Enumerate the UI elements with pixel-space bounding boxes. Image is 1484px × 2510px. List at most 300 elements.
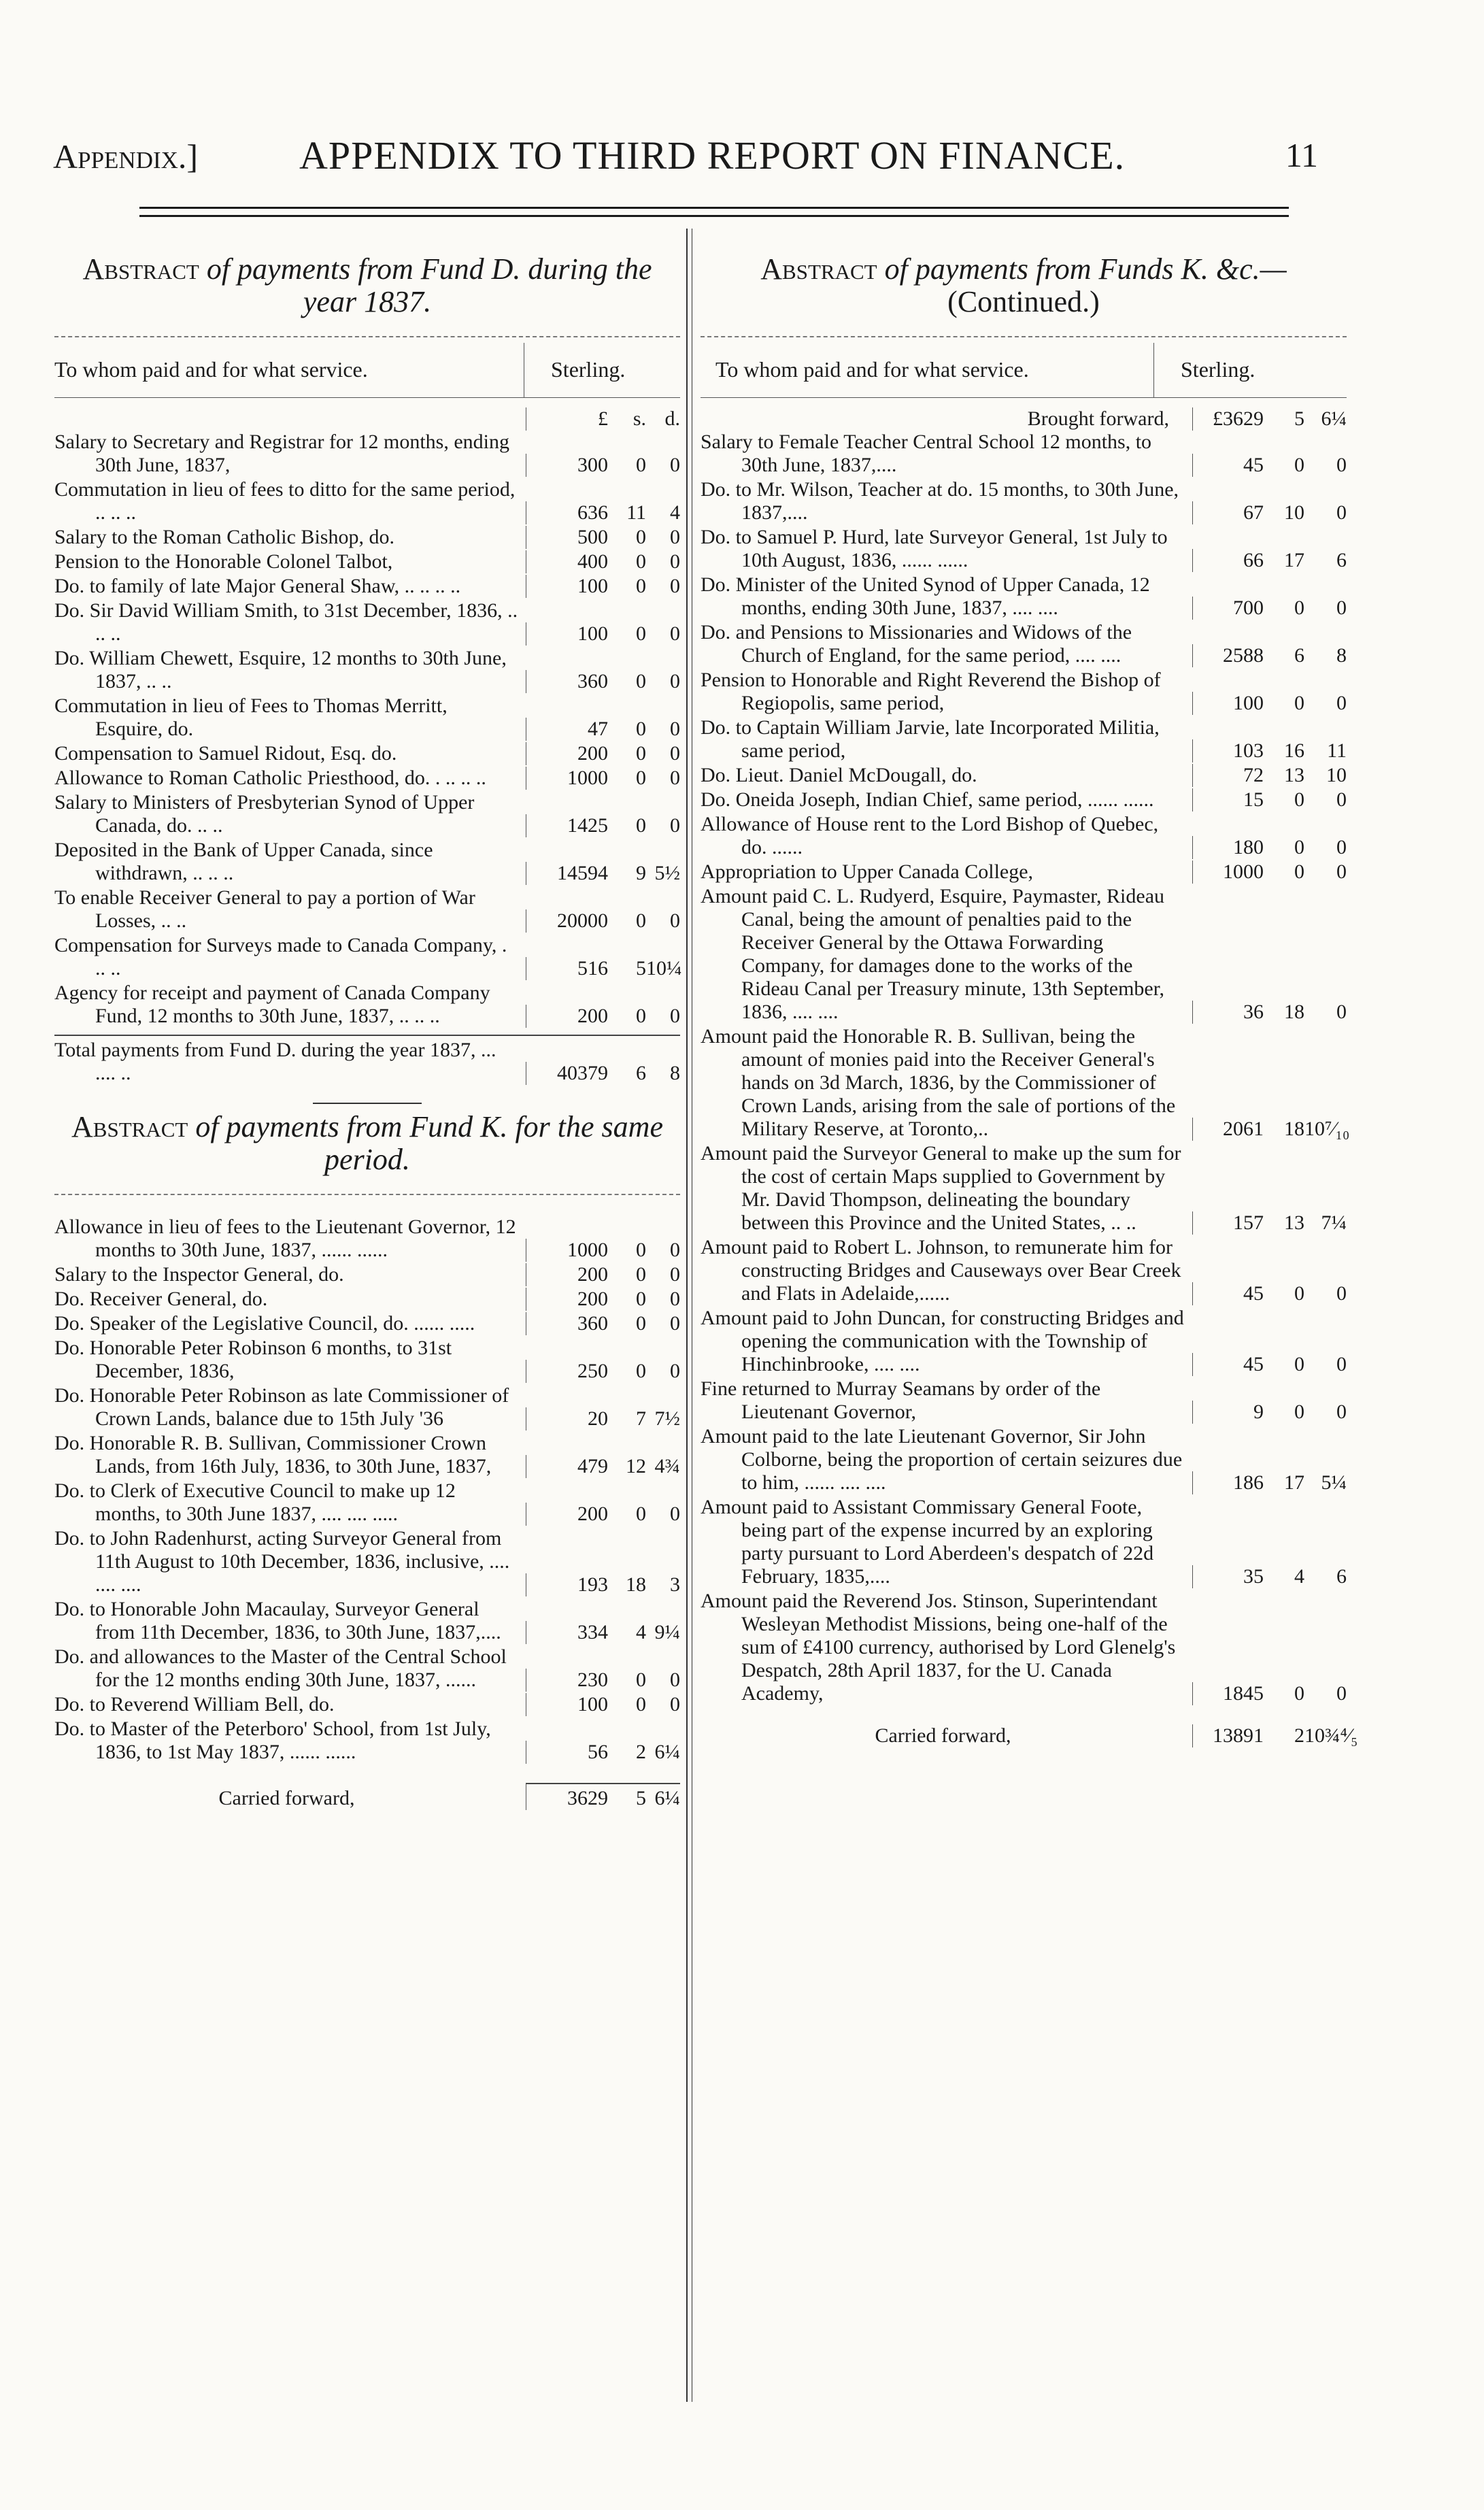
amount-pounds: 360 xyxy=(577,1312,608,1335)
payment-description: Do. to Reverend William Bell, do. xyxy=(54,1693,335,1716)
amount-pence: 0 xyxy=(1336,1682,1347,1705)
table-row xyxy=(701,1377,1347,1424)
amount-pence: 10 xyxy=(1326,764,1347,786)
payment-description: Fine returned to Murray Seamans by order of the Lieutenant Governor, xyxy=(701,1377,1101,1423)
payment-amount xyxy=(526,1005,680,1028)
payment-amount xyxy=(526,742,680,765)
table-row xyxy=(54,791,680,837)
fund-k-rows xyxy=(54,1216,680,1764)
amount-pence: 0 xyxy=(1336,597,1347,619)
table-row xyxy=(54,1432,680,1478)
payment-description: Do. William Chewett, Esquire, 12 months to 30th June, 1837, .. .. xyxy=(54,647,507,692)
amount-pence: 0 xyxy=(670,767,680,789)
table-row xyxy=(701,764,1347,787)
table-row xyxy=(54,1598,680,1644)
amount-shillings: 0 xyxy=(1294,836,1304,858)
payment-description: Pension to the Honorable Colonel Talbot, xyxy=(54,550,393,573)
appendix-label: Appendix.] xyxy=(53,137,199,175)
payment-amount xyxy=(526,957,680,980)
amount-pounds: 157 xyxy=(1233,1211,1264,1234)
funds-k-continued-title xyxy=(701,253,1347,318)
amount-pounds: 3629 xyxy=(567,1787,608,1809)
amount-pence: 4 xyxy=(670,501,680,524)
amount-shillings: 5 xyxy=(636,1787,646,1809)
payment-amount xyxy=(1192,860,1347,884)
amount-pence: 7¼ xyxy=(1321,1211,1347,1234)
table-row xyxy=(701,788,1347,811)
dashed-rule xyxy=(54,336,680,337)
amount-pounds: 200 xyxy=(577,742,608,765)
amount-shillings: 18 xyxy=(1284,1001,1304,1023)
amount-pence: 0 xyxy=(670,454,680,476)
table-row xyxy=(701,526,1347,572)
payment-description: Amount paid to Robert L. Johnson, to remunerate him for constructing Bridges and Causeways over Bear Creek and Flats in Adelaide,...... xyxy=(701,1236,1181,1305)
amount-pounds: 334 xyxy=(577,1621,608,1643)
amount-pounds: 2061 xyxy=(1223,1118,1264,1140)
amount-shillings: 18 xyxy=(626,1573,646,1596)
amount-pence: 6¼ xyxy=(654,1741,680,1763)
amount-pence: 0 xyxy=(670,670,680,692)
payment-description: Do. Oneida Joseph, Indian Chief, same period, ...... ...... xyxy=(701,788,1154,811)
payment-amount xyxy=(1192,597,1347,620)
table-row xyxy=(54,982,680,1028)
amount-shillings: 0 xyxy=(636,1693,646,1716)
amount-pounds: 100 xyxy=(577,1693,608,1716)
amount-pence: 0 xyxy=(1336,1282,1347,1305)
payment-amount xyxy=(1192,1118,1350,1141)
amount-pence: 6¼ xyxy=(1321,407,1347,430)
amount-shillings: 0 xyxy=(636,550,646,573)
right-title-text: of payments from Funds K. &c.— xyxy=(884,252,1287,286)
amount-pounds: 45 xyxy=(1243,1282,1264,1305)
amount-shillings: 0 xyxy=(636,526,646,548)
left-column xyxy=(54,253,680,1810)
payment-amount xyxy=(526,575,680,598)
amount-pounds: 479 xyxy=(577,1455,608,1477)
amount-shillings: 0 xyxy=(636,1312,646,1335)
fund-d-rows xyxy=(54,431,680,1028)
amount-pounds: 500 xyxy=(577,526,608,548)
payment-description: Do. Lieut. Daniel McDougall, do. xyxy=(701,764,977,786)
table-row xyxy=(54,1312,680,1335)
amount-pounds: 250 xyxy=(577,1360,608,1382)
amount-shillings: 4 xyxy=(636,1621,646,1643)
amount-pounds: 66 xyxy=(1243,549,1264,571)
fund-d-total-row xyxy=(54,1035,680,1085)
right-column xyxy=(701,252,1358,1747)
amount-shillings: 0 xyxy=(1294,1401,1304,1423)
amount-pounds: 193 xyxy=(577,1573,608,1596)
amount-shillings: 16 xyxy=(1284,739,1304,762)
amount-pounds: 103 xyxy=(1233,739,1264,762)
payment-description: Salary to Secretary and Registrar for 12 months, ending 30th June, 1837, xyxy=(54,431,509,476)
payment-description: Salary to the Roman Catholic Bishop, do. xyxy=(54,526,394,548)
payment-amount xyxy=(1192,501,1347,524)
amount-pence: 3 xyxy=(670,1573,680,1596)
amount-shillings: 0 xyxy=(636,1239,646,1261)
amount-pounds: 360 xyxy=(577,670,608,692)
payment-description: Do. to Mr. Wilson, Teacher at do. 15 months, to 30th June, 1837,.... xyxy=(701,478,1179,524)
amount-shillings: 5 xyxy=(1294,407,1304,430)
payment-amount xyxy=(1192,1353,1347,1376)
header-rule-top xyxy=(139,207,1289,209)
amount-shillings: 0 xyxy=(636,575,646,597)
carried-label: Carried forward, xyxy=(875,1724,1011,1747)
amount-shillings: 0 xyxy=(1294,1353,1304,1375)
payment-description: Salary to the Inspector General, do. xyxy=(54,1263,344,1286)
payment-amount xyxy=(526,1407,680,1430)
payment-amount xyxy=(526,454,680,477)
carried-amount xyxy=(526,1783,680,1810)
amount-pounds: 516 xyxy=(577,957,608,980)
amount-pence: 0 xyxy=(670,1239,680,1261)
amount-shillings: 6 xyxy=(636,1062,646,1084)
amount-pounds: 200 xyxy=(577,1263,608,1286)
col-who-label: To whom paid and for what service. xyxy=(715,357,1029,382)
table-row xyxy=(701,431,1347,477)
fund-k-title-text: of payments from Fund K. for the same period. xyxy=(195,1110,663,1176)
amount-pence: 8 xyxy=(1336,644,1347,667)
amount-shillings: 0 xyxy=(1294,1282,1304,1305)
amount-pence: 0 xyxy=(670,1693,680,1716)
amount-pounds: 20 xyxy=(588,1407,608,1430)
col-sterling-label: Sterling. xyxy=(551,357,626,382)
amount-pence: 0 xyxy=(670,814,680,837)
payment-amount xyxy=(526,1288,680,1311)
amount-pence: 0 xyxy=(1336,1001,1347,1023)
amount-shillings: 0 xyxy=(636,670,646,692)
payment-description: To enable Receiver General to pay a portion of War Losses, .. .. xyxy=(54,886,475,932)
amount-shillings: 0 xyxy=(636,1360,646,1382)
payment-description: Do. Honorable R. B. Sullivan, Commissioner Crown Lands, from 16th July, 1836, to 30th June, 1837, xyxy=(54,1432,492,1477)
col-sterling-label: Sterling. xyxy=(1181,357,1255,382)
fund-k-title-lead: Abstract xyxy=(71,1110,188,1143)
table-row xyxy=(54,742,680,765)
page-title: APPENDIX TO THIRD REPORT ON FINANCE. xyxy=(299,133,1126,178)
right-title-lead: Abstract xyxy=(760,252,877,286)
amount-pence: 6 xyxy=(1336,1565,1347,1588)
amount-shillings: 7 xyxy=(636,1407,646,1430)
table-row xyxy=(701,1425,1347,1494)
right-title-continued: (Continued.) xyxy=(947,285,1100,318)
payment-amount xyxy=(526,814,680,837)
amount-pence: 0 xyxy=(670,1360,680,1382)
table-row xyxy=(701,1025,1350,1141)
amount-pounds: 45 xyxy=(1243,1353,1264,1375)
amount-pounds: 1425 xyxy=(567,814,608,837)
payment-amount xyxy=(526,718,680,741)
amount-shillings: 4 xyxy=(1294,1565,1304,1588)
payment-description: Do. Receiver General, do. xyxy=(54,1288,268,1310)
amount-shillings: 0 xyxy=(1294,788,1304,811)
payment-amount xyxy=(526,1741,680,1764)
brought-forward-row xyxy=(701,407,1347,431)
amount-pounds: 2588 xyxy=(1223,644,1264,667)
payment-amount xyxy=(1192,1401,1347,1424)
payment-description: Do. Honorable Peter Robinson 6 months, to 31st December, 1836, xyxy=(54,1337,452,1382)
brought-amount xyxy=(1192,407,1347,431)
amount-shillings: 0 xyxy=(1294,692,1304,714)
column-divider xyxy=(686,229,688,2402)
amount-shillings: 0 xyxy=(636,1503,646,1525)
amount-shillings: 18 xyxy=(1284,1118,1304,1140)
payment-description: Deposited in the Bank of Upper Canada, since withdrawn, .. .. .. xyxy=(54,839,433,884)
table-row xyxy=(701,1142,1347,1235)
payment-amount xyxy=(526,1312,680,1335)
amount-pence: 0 xyxy=(1336,692,1347,714)
amount-pence: 6¼ xyxy=(654,1787,680,1809)
amount-shillings: 0 xyxy=(636,909,646,932)
table-row xyxy=(54,1337,680,1383)
amount-pounds: £3629 xyxy=(1213,407,1264,430)
left-column-header xyxy=(54,343,680,398)
table-row xyxy=(701,621,1347,667)
table-row xyxy=(54,767,680,790)
fund-d-title-lead: Abstract xyxy=(82,252,199,286)
amount-pence: 0 xyxy=(670,1503,680,1525)
table-row xyxy=(701,813,1347,859)
payment-description: Allowance in lieu of fees to the Lieutenant Governor, 12 months to 30th June, 1837, ...... ...... xyxy=(54,1216,516,1261)
payment-amount xyxy=(526,767,680,790)
amount-shillings: 2 xyxy=(1294,1724,1304,1747)
carried-label: Carried forward, xyxy=(218,1787,355,1809)
payment-amount xyxy=(1192,454,1347,477)
table-row xyxy=(701,1236,1347,1305)
amount-pounds: 1000 xyxy=(1223,860,1264,883)
payment-description: Compensation for Surveys made to Canada Company, . .. .. xyxy=(54,934,507,980)
table-row xyxy=(54,575,680,598)
units-row xyxy=(54,407,680,431)
amount-pounds: 36 xyxy=(1243,1001,1264,1023)
right-rows xyxy=(701,431,1350,1705)
payment-description: Do. to John Radenhurst, acting Surveyor General from 11th August to 10th December, 1836, inclusive, .... .... .... xyxy=(54,1527,510,1596)
amount-pounds: 200 xyxy=(577,1005,608,1027)
table-row xyxy=(54,1527,680,1596)
amount-pence: 0 xyxy=(670,1312,680,1335)
payment-amount xyxy=(1192,1211,1347,1235)
payment-description: Do. to family of late Major General Shaw, .. .. .. .. xyxy=(54,575,461,597)
amount-shillings: 0 xyxy=(1294,597,1304,619)
amount-pounds: 35 xyxy=(1243,1565,1264,1588)
payment-description: Do. Sir David William Smith, to 31st December, 1836, .. .. .. xyxy=(54,599,518,645)
amount-pounds: 45 xyxy=(1243,454,1264,476)
payment-amount xyxy=(526,1669,680,1692)
amount-pence: 10¼ xyxy=(646,957,682,980)
table-row xyxy=(701,1307,1347,1376)
amount-pence: 8 xyxy=(670,1062,680,1084)
table-row xyxy=(54,1288,680,1311)
payment-amount xyxy=(526,1621,680,1644)
payment-description: Amount paid the Honorable R. B. Sullivan, being the amount of monies paid into the Receiver General's hands on 3d March, 1836, by the Commissioner of Crown Lands, arising from the sale of portions of the Military Reserve, at Toronto,.. xyxy=(701,1025,1176,1140)
amount-pence: 0 xyxy=(670,1263,680,1286)
amount-shillings: 0 xyxy=(636,718,646,740)
payment-amount xyxy=(526,1573,680,1596)
amount-pounds: 100 xyxy=(577,622,608,645)
payment-amount xyxy=(526,1693,680,1716)
right-carried-row xyxy=(701,1724,1358,1747)
payment-amount xyxy=(1192,764,1347,787)
amount-pounds: 20000 xyxy=(557,909,608,932)
payment-description: Compensation to Samuel Ridout, Esq. do. xyxy=(54,742,397,765)
amount-pounds: 400 xyxy=(577,550,608,573)
brought-label: Brought forward, xyxy=(1027,407,1169,430)
amount-shillings: 0 xyxy=(636,1005,646,1027)
amount-pounds: 300 xyxy=(577,454,608,476)
amount-pounds: 40379 xyxy=(557,1062,608,1084)
payment-description: Do. to Captain William Jarvie, late Incorporated Militia, same period, xyxy=(701,716,1160,762)
amount-shillings: 0 xyxy=(636,1669,646,1691)
payment-description: Do. and allowances to the Master of the Central School for the 12 months ending 30th June, 1837, ...... xyxy=(54,1645,507,1691)
payment-amount xyxy=(1192,692,1347,715)
table-row xyxy=(54,1263,680,1286)
payment-description: Pension to Honorable and Right Reverend the Bishop of Regiopolis, same period, xyxy=(701,669,1161,714)
amount-pence: 4¾ xyxy=(654,1455,680,1477)
total-label: Total payments from Fund D. during the year 1837, ... .... .. xyxy=(54,1039,496,1084)
payment-description: Allowance of House rent to the Lord Bishop of Quebec, do. ...... xyxy=(701,813,1159,858)
payment-description: Amount paid the Reverend Jos. Stinson, Superintendant Wesleyan Methodist Missions, being one-half of the sum of £4100 currency, authorised by Lord Glenelg's Despatch, 28th April 1837, for the U. Canada Academy, xyxy=(701,1590,1176,1705)
amount-pounds: 47 xyxy=(588,718,608,740)
amount-pounds: 1000 xyxy=(567,767,608,789)
amount-pounds: 9 xyxy=(1253,1401,1264,1423)
payment-amount xyxy=(1192,1282,1347,1305)
payment-description: Do. Honorable Peter Robinson as late Commissioner of Crown Lands, balance due to 15th July '36 xyxy=(54,1384,509,1430)
amount-shillings: 12 xyxy=(626,1455,646,1477)
payment-description: Amount paid C. L. Rudyerd, Esquire, Paymaster, Rideau Canal, being the amount of penalties paid to the Receiver General by the Ottawa Forwarding Company, for damages done to the works of the Rideau Canal per Treasury minute, 13th September, 1836, .... .... xyxy=(701,885,1165,1023)
amount-pounds: 180 xyxy=(1233,836,1264,858)
payment-amount xyxy=(1192,1565,1347,1588)
payment-description: Do. to Samuel P. Hurd, late Surveyor General, 1st July to 10th August, 1836, ...... ...... xyxy=(701,526,1168,571)
fund-d-title xyxy=(54,253,680,318)
page-number: 11 xyxy=(1285,136,1318,174)
payment-description: Salary to Female Teacher Central School 12 months, to 30th June, 1837,.... xyxy=(701,431,1152,476)
amount-pence: 0 xyxy=(670,1005,680,1027)
amount-shillings: 0 xyxy=(636,767,646,789)
amount-pence: 0 xyxy=(670,575,680,597)
payment-amount xyxy=(526,670,680,693)
total-amount xyxy=(526,1062,680,1085)
payment-amount xyxy=(526,1503,680,1526)
dashed-rule xyxy=(54,1194,680,1195)
amount-pounds: 14594 xyxy=(557,862,608,884)
amount-pounds: 700 xyxy=(1233,597,1264,619)
payment-description: Allowance to Roman Catholic Priesthood, do. . .. .. .. xyxy=(54,767,486,789)
header-rule-bottom xyxy=(139,215,1289,217)
payment-description: Do. Speaker of the Legislative Council, do. ...... ..... xyxy=(54,1312,475,1335)
amount-pence: 0 xyxy=(1336,836,1347,858)
payment-description: Commutation in lieu of fees to ditto for the same period, .. .. .. xyxy=(54,478,516,524)
amount-shillings: 0 xyxy=(636,1263,646,1286)
amount-pence: 10⁷⁄₁₀ xyxy=(1304,1118,1350,1140)
payment-description: Amount paid to the late Lieutenant Governor, Sir John Colborne, being the proportion of certain seizures due to him, ...... .... .... xyxy=(701,1425,1183,1494)
amount-shillings: 9 xyxy=(636,862,646,884)
payment-amount xyxy=(526,909,680,933)
payment-description: Amount paid the Surveyor General to make up the sum for the cost of certain Maps supplied to Government by Mr. David Thompson, delineating the boundary between this Province and the United States, .. .. xyxy=(701,1142,1181,1234)
right-column-header xyxy=(701,343,1347,398)
payment-amount xyxy=(1192,549,1347,572)
amount-pence: 0 xyxy=(670,526,680,548)
table-row xyxy=(54,647,680,693)
amount-shillings: 17 xyxy=(1284,549,1304,571)
payment-description: Agency for receipt and payment of Canada Company Fund, 12 months to 30th June, 1837, .. .. .. xyxy=(54,982,490,1027)
amount-pounds: 1845 xyxy=(1223,1682,1264,1705)
amount-pounds: £ xyxy=(598,407,608,430)
payment-amount xyxy=(1192,1001,1347,1024)
table-row xyxy=(54,1384,680,1430)
amount-pounds: 186 xyxy=(1233,1471,1264,1494)
amount-pence: 5¼ xyxy=(1321,1471,1347,1494)
table-row xyxy=(54,695,680,741)
payment-description: Commutation in lieu of Fees to Thomas Merritt, Esquire, do. xyxy=(54,695,448,740)
payment-amount xyxy=(526,526,680,549)
amount-pence: 0 xyxy=(670,1669,680,1691)
table-row xyxy=(701,1590,1347,1705)
amount-pounds: 200 xyxy=(577,1288,608,1310)
amount-pounds: 1000 xyxy=(567,1239,608,1261)
amount-pounds: 100 xyxy=(1233,692,1264,714)
amount-shillings: 0 xyxy=(1294,1682,1304,1705)
amount-pence: 0 xyxy=(670,622,680,645)
table-row xyxy=(54,1216,680,1262)
amount-pence: 0 xyxy=(670,1288,680,1310)
payment-description: Do. Minister of the United Synod of Upper Canada, 12 months, ending 30th June, 1837, .... .... xyxy=(701,573,1150,619)
table-row xyxy=(701,885,1347,1024)
amount-pence: 5½ xyxy=(654,862,680,884)
amount-pounds: 636 xyxy=(577,501,608,524)
payment-description: Salary to Ministers of Presbyterian Synod of Upper Canada, do. .. .. xyxy=(54,791,475,837)
amount-pounds: 230 xyxy=(577,1669,608,1691)
payment-amount xyxy=(1192,836,1347,859)
table-row xyxy=(701,573,1347,620)
table-row xyxy=(701,1496,1347,1588)
table-row xyxy=(54,1693,680,1716)
amount-shillings: 2 xyxy=(636,1741,646,1763)
amount-pence: 0 xyxy=(1336,788,1347,811)
payment-amount xyxy=(526,622,680,646)
carried-amount xyxy=(1192,1724,1358,1747)
amount-pounds: 67 xyxy=(1243,501,1264,524)
amount-pounds: 72 xyxy=(1243,764,1264,786)
amount-pence: 0 xyxy=(1336,1401,1347,1423)
units-labels xyxy=(526,407,680,431)
table-row xyxy=(54,431,680,477)
payment-amount xyxy=(526,501,680,524)
amount-pence: 7½ xyxy=(654,1407,680,1430)
table-row xyxy=(54,478,680,524)
table-row xyxy=(701,716,1347,763)
amount-pence: 0 xyxy=(1336,454,1347,476)
payment-amount xyxy=(526,1360,680,1383)
header-divider xyxy=(1153,343,1154,397)
amount-pence: 0 xyxy=(1336,501,1347,524)
payment-amount xyxy=(526,1263,680,1286)
amount-shillings: 17 xyxy=(1284,1471,1304,1494)
amount-pence: 0 xyxy=(1336,860,1347,883)
amount-shillings: 0 xyxy=(636,622,646,645)
table-row xyxy=(54,526,680,549)
payment-description: Amount paid to John Duncan, for constructing Bridges and opening the communication with the Township of Hinchinbrooke, .... .... xyxy=(701,1307,1184,1375)
table-row xyxy=(54,599,680,646)
amount-pence: 10¾⁴⁄₅ xyxy=(1304,1724,1358,1747)
amount-pounds: 200 xyxy=(577,1503,608,1525)
table-row xyxy=(54,1479,680,1526)
payment-amount xyxy=(526,550,680,573)
table-row xyxy=(54,1645,680,1692)
page-header xyxy=(53,133,1332,187)
amount-shillings: 10 xyxy=(1284,501,1304,524)
amount-pence: 0 xyxy=(1336,1353,1347,1375)
amount-shillings: 11 xyxy=(626,501,646,524)
table-row xyxy=(54,886,680,933)
